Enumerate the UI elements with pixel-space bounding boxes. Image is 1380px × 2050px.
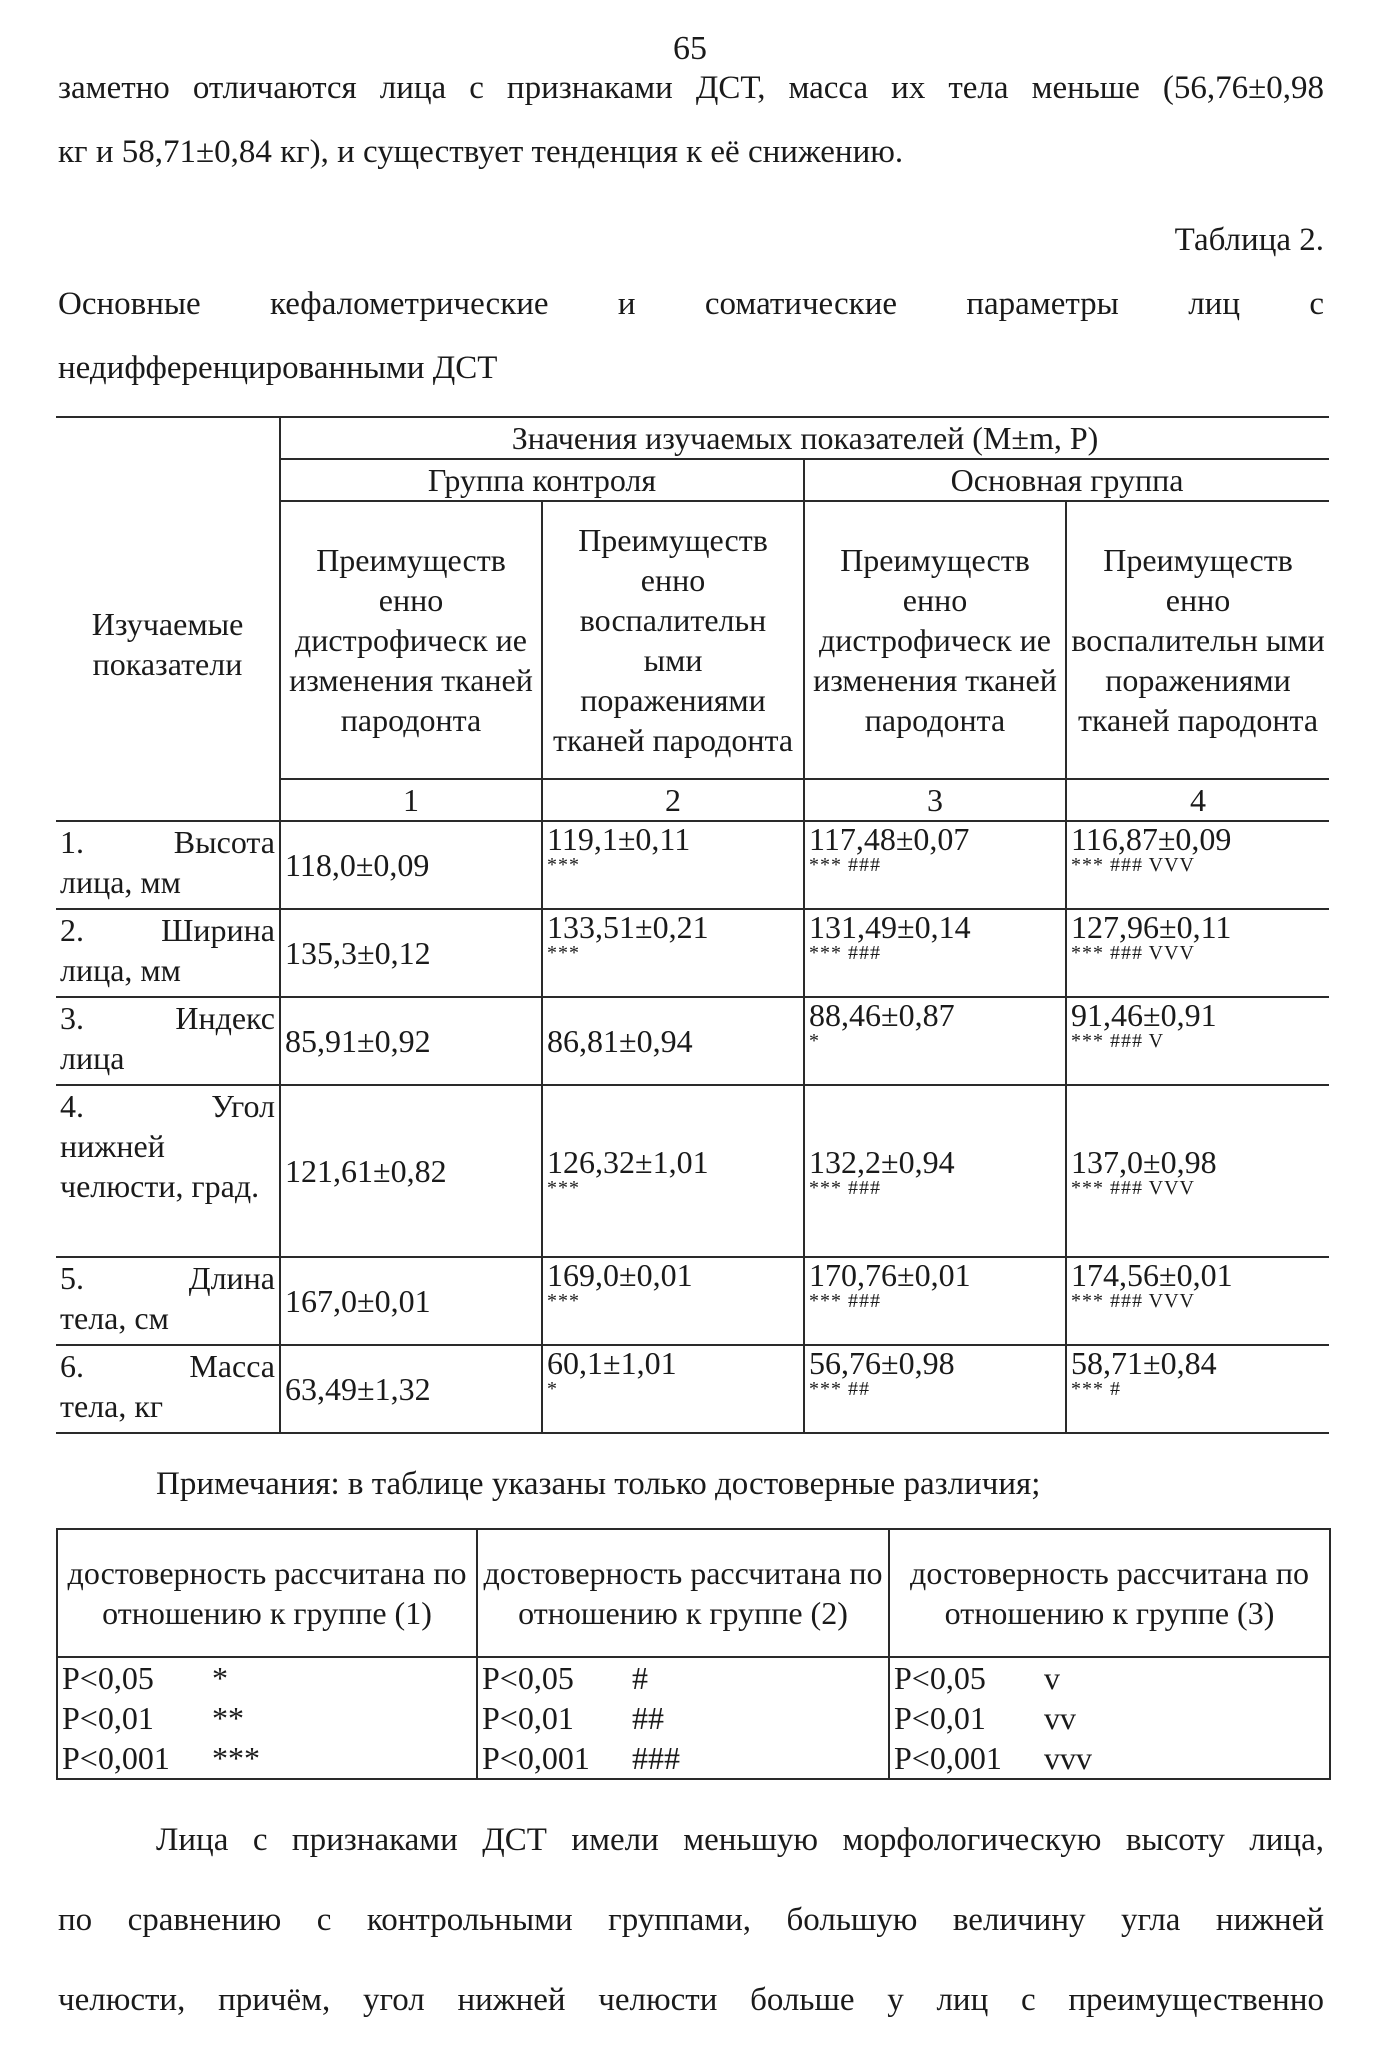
notes-header: достоверность рассчитана по отношению к группе (1) — [57, 1529, 477, 1657]
intro-paragraph-end — [58, 130, 1324, 174]
row-label: 3. Индекс лица — [56, 997, 280, 1085]
value-cell: 86,81±0,94 — [542, 997, 804, 1085]
significance-row: P<0,001 vvv — [894, 1740, 1092, 1776]
value-cell: 91,46±0,91 *** ### V — [1066, 997, 1329, 1085]
sub-header-dystrophic: Преимуществ енно дистрофическ ие изменения тканей пародонта — [804, 501, 1066, 779]
significance-row: P<0,001 ### — [482, 1740, 680, 1776]
table-title-line-2: недифференцированными ДСТ — [58, 350, 498, 386]
group-control-header: Группа контроля — [280, 459, 804, 501]
significance-row: P<0,01 ## — [482, 1700, 664, 1736]
value-cell: 133,51±0,21 *** — [542, 909, 804, 997]
row-label: 6. Масса тела, кг — [56, 1345, 280, 1433]
column-number: 1 — [280, 779, 542, 821]
value-cell: 63,49±1,32 — [280, 1345, 542, 1433]
row-label: 1. Высота лица, мм — [56, 821, 280, 909]
conclusion-line: челюсти, причём, угол нижней челюсти больше у лиц с преимущественно — [58, 1982, 1324, 2018]
sub-header-inflammatory: Преимуществ енно воспалительн ыми поражениями тканей пародонта — [542, 501, 804, 779]
notes-header: достоверность рассчитана по отношению к группе (3) — [889, 1529, 1330, 1657]
intro-paragraph — [58, 66, 1324, 110]
value-cell: 174,56±0,01 *** ### VVV — [1066, 1257, 1329, 1345]
value-cell: 121,61±0,82 — [280, 1085, 542, 1257]
row-label: 2. Ширина лица, мм — [56, 909, 280, 997]
title-word: соматические — [704, 286, 898, 322]
sub-header-inflammatory: Преимуществ енно воспалительн ыми поражениями тканей пародонта — [1066, 501, 1329, 779]
row-label: 5. Длина тела, см — [56, 1257, 280, 1345]
value-cell: 137,0±0,98 *** ### VVV — [1066, 1085, 1329, 1257]
column-number: 2 — [542, 779, 804, 821]
significance-row: P<0,05 * — [62, 1660, 228, 1696]
conclusion-line: по сравнению с контрольными группами, большую величину угла нижней — [58, 1902, 1324, 1938]
title-word: лиц — [1188, 286, 1240, 322]
value-cell: 88,46±0,87 * — [804, 997, 1066, 1085]
notes-title: Примечания: в таблице указаны только достоверные различия; — [156, 1466, 1041, 1502]
significance-notes-table — [56, 1528, 1331, 1780]
table-title-line-1 — [58, 286, 1324, 323]
notes-cell — [477, 1657, 889, 1779]
notes-header: достоверность рассчитана по отношению к группе (2) — [477, 1529, 889, 1657]
table-row — [56, 1345, 1329, 1433]
column-number: 3 — [804, 779, 1066, 821]
value-cell: 58,71±0,84 *** # — [1066, 1345, 1329, 1433]
notes-cell — [889, 1657, 1330, 1779]
value-cell: 170,76±0,01 *** ### — [804, 1257, 1066, 1345]
notes-cell — [57, 1657, 477, 1779]
title-word: кефалометрические — [270, 286, 549, 322]
value-cell: 118,0±0,09 — [280, 821, 542, 909]
value-cell: 127,96±0,11 *** ### VVV — [1066, 909, 1329, 997]
value-cell: 135,3±0,12 — [280, 909, 542, 997]
table-row — [56, 909, 1329, 997]
group-main-header: Основная группа — [804, 459, 1329, 501]
title-word: параметры — [966, 286, 1119, 322]
title-word: с — [1309, 286, 1324, 322]
value-cell: 85,91±0,92 — [280, 997, 542, 1085]
title-word: и — [617, 286, 636, 322]
intro-line-1: заметно отличаются лица с признаками ДСТ, масса их тела меньше (56,76±0,98 — [58, 70, 1324, 106]
page-number: 65 — [673, 30, 707, 67]
significance-row: P<0,01 vv — [894, 1700, 1076, 1736]
sub-header-dystrophic: Преимуществ енно дистрофическ ие изменения тканей пародонта — [280, 501, 542, 779]
value-cell: 126,32±1,01 *** — [542, 1085, 804, 1257]
conclusion-paragraph — [58, 1800, 1324, 2040]
value-cell: 117,48±0,07 *** ### — [804, 821, 1066, 909]
values-header: Значения изучаемых показателей (M±m, P) — [280, 417, 1329, 459]
table-caption: Таблица 2. — [1174, 222, 1324, 258]
conclusion-line: Лица с признаками ДСТ имели меньшую морфологическую высоту лица, — [156, 1822, 1324, 1858]
table-row — [56, 821, 1329, 909]
table-row — [56, 1257, 1329, 1345]
significance-row: P<0,05 v — [894, 1660, 1060, 1696]
value-cell: 169,0±0,01 *** — [542, 1257, 804, 1345]
significance-row: P<0,001 *** — [62, 1740, 260, 1776]
column-number: 4 — [1066, 779, 1329, 821]
row-header-cell — [56, 417, 280, 821]
significance-row: P<0,05 # — [482, 1660, 648, 1696]
significance-row: P<0,01 ** — [62, 1700, 244, 1736]
value-cell: 131,49±0,14 *** ### — [804, 909, 1066, 997]
intro-line-2: кг и 58,71±0,84 кг), и существует тенденция к её снижению. — [58, 134, 904, 170]
parameters-table — [56, 416, 1329, 1434]
row-label: 4. Угол нижней челюсти, град. — [56, 1085, 280, 1257]
value-cell: 56,76±0,98 *** ## — [804, 1345, 1066, 1433]
value-cell: 116,87±0,09 *** ### VVV — [1066, 821, 1329, 909]
table-row — [56, 1085, 1329, 1257]
title-word: Основные — [58, 286, 201, 322]
row-header: Изучаемые показатели — [91, 606, 244, 682]
value-cell: 132,2±0,94 *** ### — [804, 1085, 1066, 1257]
value-cell: 167,0±0,01 — [280, 1257, 542, 1345]
value-cell: 60,1±1,01 * — [542, 1345, 804, 1433]
table-row — [56, 997, 1329, 1085]
value-cell: 119,1±0,11 *** — [542, 821, 804, 909]
